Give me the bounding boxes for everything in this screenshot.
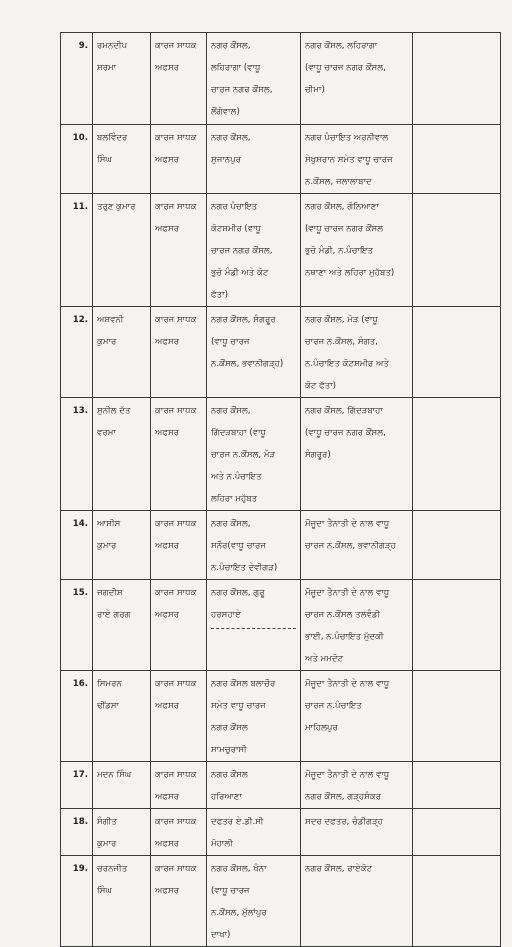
serial-number [61, 511, 93, 580]
current-posting [207, 194, 301, 307]
serial-number-text: 19. [72, 864, 88, 874]
officer-post-text: ਕਾਰਜ ਸਾਧਕ ਅਫਸਰ [155, 679, 197, 711]
officer-name-text: ਰਮਨਦੀਪ ਸ਼ਰਮਾ [97, 41, 128, 73]
officer-post [151, 33, 207, 125]
officer-post [151, 809, 207, 856]
officer-post [151, 580, 207, 671]
remarks-cell [413, 398, 501, 511]
officer-post [151, 762, 207, 809]
new-posting-text: ਨਗਰ ਕੌਂਸਲ, ਮੋੜ (ਵਾਧੂ ਚਾਰਜ ਨ.ਕੌਂਸਲ, ਸੰਗਤ, ਨ.ਪੰਚਾਇਤ ਕੋਟਸ਼ਮੀਰ ਅਤੇ ਕੋਟ ਫੱਤਾ) [305, 315, 389, 391]
current-posting-text: ਨਗਰ ਕੌਂਸਲ, ਸੁਜਾਨਪੁਰ [211, 133, 251, 165]
officer-name [93, 125, 151, 194]
current-posting [207, 671, 301, 762]
serial-number-text: 12. [72, 315, 88, 325]
current-posting [207, 125, 301, 194]
new-posting-text: ਨਗਰ ਕੌਂਸਲ, ਰਾਏਕੋਟ [305, 864, 373, 874]
officer-name-text: ਸੁਨੀਲ ਦੱਤ ਵਰਮਾ [97, 406, 131, 438]
table-row [61, 307, 501, 398]
current-posting [207, 398, 301, 511]
new-posting-text: ਸਦਰ ਦਫਤਰ, ਚੰਡੀਗੜ੍ਹ [305, 817, 383, 827]
new-posting [301, 671, 413, 762]
officer-post-text: ਕਾਰਜ ਸਾਧਕ ਅਫਸਰ [155, 133, 197, 165]
officer-post-text: ਕਾਰਜ ਸਾਧਕ ਅਫਸਰ [155, 41, 197, 73]
table-row [61, 194, 501, 307]
serial-number [61, 856, 93, 947]
serial-number [61, 580, 93, 671]
table-row [61, 580, 501, 671]
new-posting-text: ਨਗਰ ਕੌਂਸਲ, ਗੋਨਿਆਣਾ (ਵਾਧੂ ਚਾਰਜ ਨਗਰ ਕੌਂਸਲ ਭੁਚੋ ਮੰਡੀ, ਨ.ਪੰਚਾਇਤ ਨਥਾਣਾ ਅਤੇ ਲਹਿਰਾ ਮੁਹੱਬਤ) [305, 202, 395, 278]
new-posting-text: ਨਗਰ ਪੰਚਾਇਤ ਅਰਨੀਵਾਲ ਸੇਖੁਸ਼ਰਾਨ ਸਮੇਤ ਵਾਧੂ ਚਾਰਜ ਨ.ਕੌਂਸਲ, ਜਲਾਲਾਬਾਦ [305, 133, 393, 187]
officer-name [93, 194, 151, 307]
current-posting-text: ਨਗਰ ਕੌਂਸਲ, ਖੰਨਾ (ਵਾਧੂ ਚਾਰਜ ਨ.ਕੌਂਸਲ, ਮੁੱਲਾਂਪੁਰ ਦਾਖਾ) [211, 864, 267, 940]
new-posting [301, 307, 413, 398]
table-row [61, 809, 501, 856]
remarks-cell [413, 809, 501, 856]
current-posting-text: ਨਗਰ ਪੰਚਾਇਤ ਕੋਟਸ਼ਮੀਰ (ਵਾਧੂ ਚਾਰਜ ਨਗਰ ਕੌਂਸਲ, ਭੁਚੋ ਮੰਡੀ ਅਤੇ ਕੋਟ ਫੱਤਾ) [211, 202, 273, 300]
table-row [61, 398, 501, 511]
new-posting [301, 511, 413, 580]
new-posting-text: ਨਗਰ ਕੌਂਸਲ, ਗਿੱਦੜਬਾਹਾ (ਵਾਧੂ ਚਾਰਜ ਨਗਰ ਕੌਂਸਲ, ਸੰਗਰੂਰ) [305, 406, 386, 460]
officer-name [93, 809, 151, 856]
new-posting [301, 125, 413, 194]
officer-post-text: ਕਾਰਜ ਸਾਧਕ ਅਫਸਰ [155, 817, 197, 849]
officer-name [93, 762, 151, 809]
serial-number-text: 16. [72, 679, 88, 689]
officer-name-text: ਬਲਵਿੰਦਰ ਸਿੰਘ [97, 133, 128, 165]
officer-name [93, 307, 151, 398]
current-posting [207, 307, 301, 398]
new-posting-text: ਨਗਰ ਕੌਂਸਲ, ਲਹਿਰਾਗਾ (ਵਾਧੂ ਚਾਰਜ ਨਗਰ ਕੌਂਸਲ, ਚੀਮਾ) [305, 41, 386, 95]
new-posting-text: ਮੌਜੂਦਾ ਤੈਨਾਤੀ ਦੇ ਨਾਲ ਵਾਧੂ ਚਾਰਜ ਨ.ਕੌਂਸਲ, ਭਵਾਨੀਗੜ੍ਹ [305, 519, 396, 551]
current-posting-text: ਨਗਰ ਕੌਂਸਲ, ਗੁਰੂ ਹਰਸਹਾਏ [211, 588, 265, 620]
current-posting [207, 580, 301, 671]
current-posting-text: ਦਫਤਰ ਏ.ਡੀ.ਸੀ ਮੋਹਾਲੀ [211, 817, 264, 849]
serial-number-text: 9. [78, 41, 88, 51]
officer-post-text: ਕਾਰਜ ਸਾਧਕ ਅਫਸਰ [155, 770, 197, 802]
officer-name-text: ਸਿਮਰਨ ਢੀਂਡਸਾ [97, 679, 122, 711]
new-posting-text: ਮੌਜੂਦਾ ਤੈਨਾਤੀ ਦੇ ਨਾਲ ਵਾਧੂ ਨਗਰ ਕੌਂਸਲ, ਗੜ੍ਹਸ਼ੰਕਰ [305, 770, 390, 802]
officer-post [151, 307, 207, 398]
officer-post [151, 125, 207, 194]
officer-name-text: ਸੰਗੀਤ ਕੁਮਾਰ [97, 817, 117, 849]
officer-post-text: ਕਾਰਜ ਸਾਧਕ ਅਫਸਰ [155, 406, 197, 438]
serial-number-text: 10. [72, 133, 88, 143]
new-posting-text: ਮੌਜੂਦਾ ਤੈਨਾਤੀ ਦੇ ਨਾਲ ਵਾਧੂ ਚਾਰਜ ਨ.ਪੰਚਾਇਤ ਮਾਹਿਲਪੁਰ [305, 679, 390, 733]
officer-post [151, 194, 207, 307]
dashed-rule [211, 628, 296, 629]
remarks-cell [413, 856, 501, 947]
current-posting [207, 856, 301, 947]
remarks-cell [413, 125, 501, 194]
officer-post [151, 511, 207, 580]
serial-number-text: 17. [72, 770, 88, 780]
serial-number-text: 14. [72, 519, 88, 529]
table-row [61, 671, 501, 762]
officer-post-text: ਕਾਰਜ ਸਾਧਕ ਅਫਸਰ [155, 588, 197, 620]
transfer-table [60, 32, 501, 947]
officer-name-text: ਆਸ਼ੀਸ ਕੁਮਾਰ [97, 519, 121, 551]
table-row [61, 33, 501, 125]
serial-number [61, 671, 93, 762]
current-posting [207, 809, 301, 856]
new-posting [301, 809, 413, 856]
officer-name [93, 511, 151, 580]
serial-number [61, 125, 93, 194]
serial-number-text: 11. [72, 202, 88, 212]
new-posting [301, 194, 413, 307]
new-posting [301, 856, 413, 947]
remarks-cell [413, 762, 501, 809]
new-posting [301, 398, 413, 511]
remarks-cell [413, 194, 501, 307]
table-row [61, 511, 501, 580]
current-posting-text: ਨਗਰ ਕੌਂਸਲ, ਗਿੱਦੜਬਾਹਾ (ਵਾਧੂ ਚਾਰਜ ਨ.ਕੌਂਸਲ, ਮੋੜ ਅਤੇ ਨ.ਪੰਚਾਇਤ ਲਹਿਰਾ ਮਹੁੱਬਤ [211, 406, 276, 504]
current-posting-text: ਨਗਰ ਕੌਂਸਲ, ਲਹਿਰਾਗਾ (ਵਾਧੂ ਚਾਰਜ ਨਗਰ ਕੌਂਸਲ, ਲੌਂਗੋਵਾਲ) [211, 41, 273, 117]
officer-post [151, 398, 207, 511]
officer-name-text: ਜਗਦੀਸ਼ ਰਾਏ ਗਰਗ [97, 588, 131, 620]
serial-number [61, 762, 93, 809]
officer-name-text: ਮਦਨ ਸਿੰਘ [97, 770, 132, 780]
serial-number-text: 15. [72, 588, 88, 598]
serial-number [61, 33, 93, 125]
serial-number-text: 13. [72, 406, 88, 416]
serial-number [61, 307, 93, 398]
current-posting-text: ਨਗਰ ਕੌਂਸਲ, ਸਨੌਰ(ਵਾਧੂ ਚਾਰਜ ਨ.ਪੰਚਾਇਤ ਦੇਵੀਗੜ) [211, 519, 278, 573]
remarks-cell [413, 307, 501, 398]
table-row [61, 856, 501, 947]
officer-name [93, 33, 151, 125]
remarks-cell [413, 511, 501, 580]
officer-name-text: ਤਰੁਣ ਕੁਮਾਰ [97, 202, 136, 212]
remarks-cell [413, 580, 501, 671]
officer-name [93, 580, 151, 671]
new-posting [301, 33, 413, 125]
officer-post-text: ਕਾਰਜ ਸਾਧਕ ਅਫਸਰ [155, 519, 197, 551]
officer-name-text: ਅਸ਼ਵਨੀ ਕੁਮਾਰ [97, 315, 124, 347]
current-posting-text: ਨਗਰ ਕੌਂਸਲ ਹਰਿਆਣਾ [211, 770, 248, 802]
officer-name [93, 671, 151, 762]
serial-number [61, 194, 93, 307]
new-posting [301, 762, 413, 809]
officer-post-text: ਕਾਰਜ ਸਾਧਕ ਅਫਸਰ [155, 864, 197, 896]
officer-post [151, 671, 207, 762]
current-posting [207, 511, 301, 580]
table-row [61, 125, 501, 194]
current-posting-text: ਨਗਰ ਕੌਂਸਲ, ਸੰਗਰੂਰ (ਵਾਧੂ ਚਾਰਜ ਨ.ਕੌਂਸਲ, ਭਵਾਨੀਗੜ੍ਹ) [211, 315, 284, 369]
new-posting [301, 580, 413, 671]
serial-number [61, 398, 93, 511]
officer-name [93, 398, 151, 511]
new-posting-text: ਮੌਜੂਦਾ ਤੈਨਾਤੀ ਦੇ ਨਾਲ ਵਾਧੂ ਚਾਰਜ ਨ.ਕੌਂਸਲ ਤਲਵੰਡੀ ਭਾਈ, ਨ.ਪੰਚਾਇਤ ਮੁੱਦਕੀ ਅਤੇ ਮਮਦੋਟ [305, 588, 390, 664]
officer-post-text: ਕਾਰਜ ਸਾਧਕ ਅਫਸਰ [155, 202, 197, 234]
remarks-cell [413, 33, 501, 125]
table-body [61, 33, 501, 947]
current-posting [207, 762, 301, 809]
serial-number-text: 18. [72, 817, 88, 827]
current-posting-text: ਨਗਰ ਕੌਂਸਲ ਬਲਾਚੌਰ ਸਮੇਤ ਵਾਧੂ ਚਾਰਜ ਨਗਰ ਕੌਂਸਲ ਸਾਮਚੁਰਾਸੀ [211, 679, 276, 755]
officer-post [151, 856, 207, 947]
officer-name [93, 856, 151, 947]
table-row [61, 762, 501, 809]
current-posting [207, 33, 301, 125]
remarks-cell [413, 671, 501, 762]
officer-name-text: ਚਰਨਜੀਤ ਸਿੰਘ [97, 864, 128, 896]
officer-post-text: ਕਾਰਜ ਸਾਧਕ ਅਫਸਰ [155, 315, 197, 347]
serial-number [61, 809, 93, 856]
